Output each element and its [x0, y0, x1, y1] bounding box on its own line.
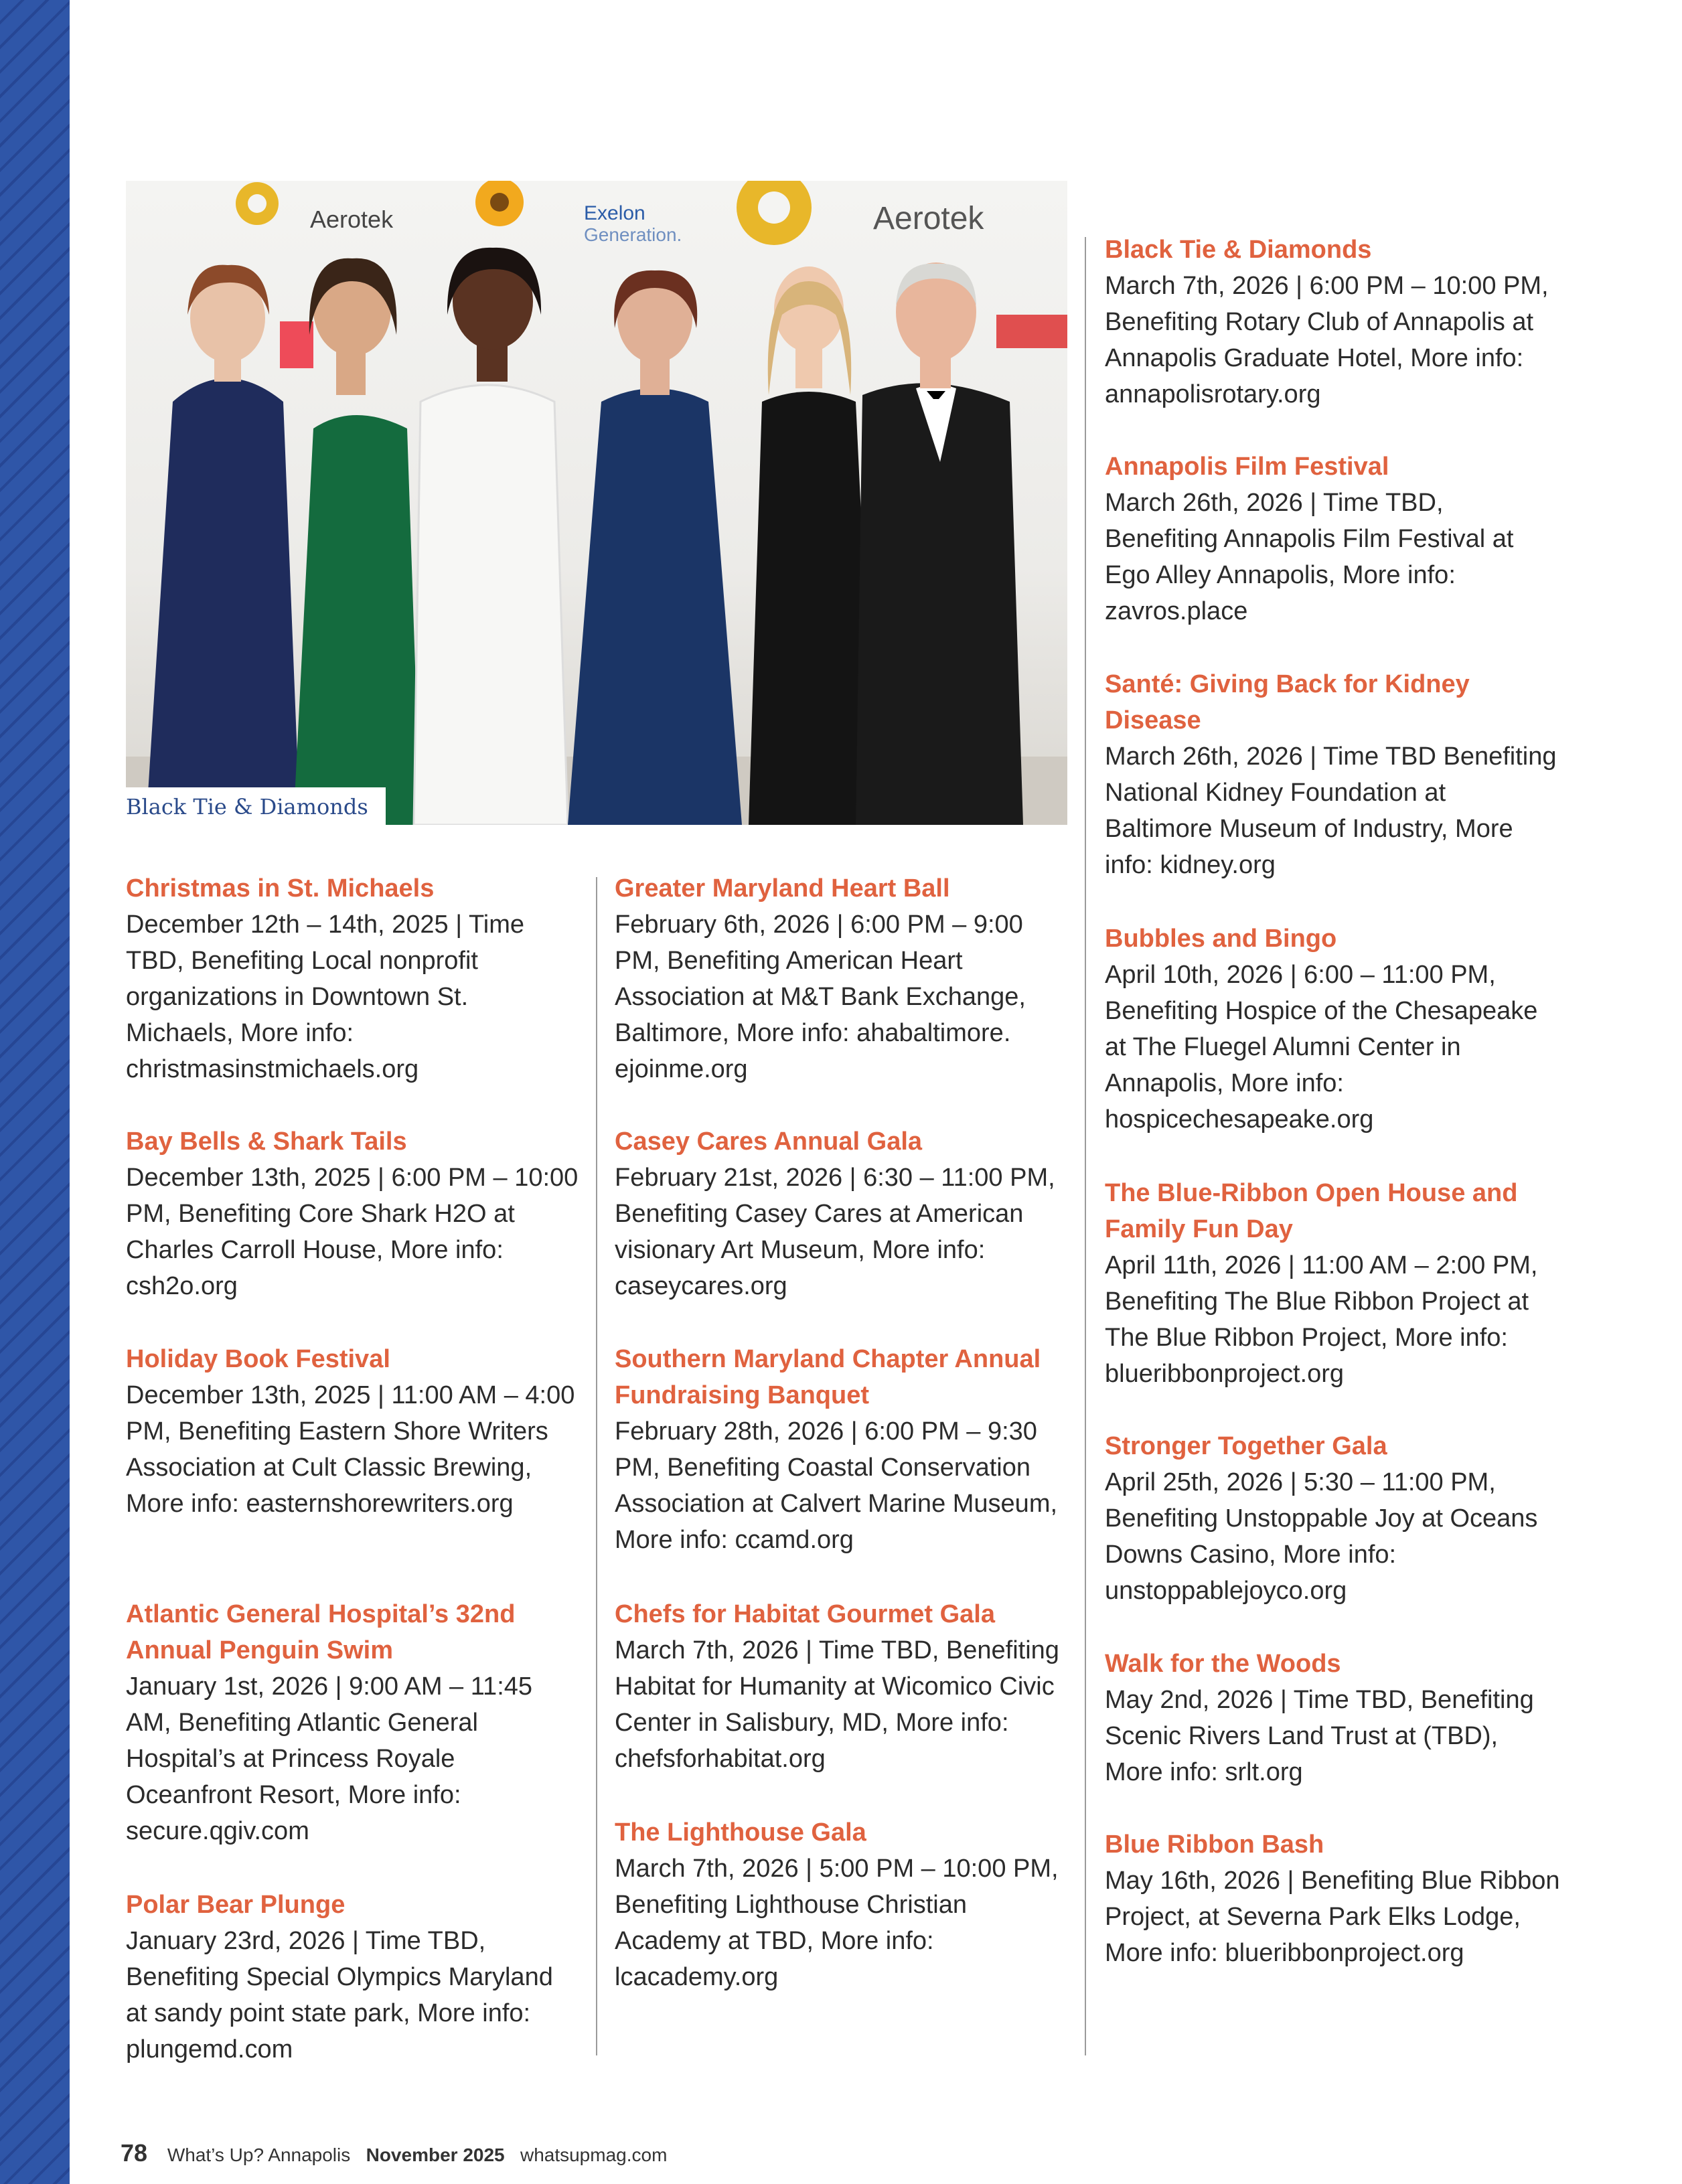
photo-caption-box [126, 787, 386, 825]
logo-text: Generation. [584, 224, 682, 245]
event-details: February 21st, 2026 | 6:30 – 11:00 PM, Benefiting Casey Cares at American visionary Art Museum, More info: caseycares.org [615, 1164, 1055, 1300]
event-title: Stronger Together Gala [1105, 1432, 1387, 1460]
event-title: Walk for the Woods [1105, 1650, 1341, 1678]
event-title: Bay Bells & Shark Tails [126, 1127, 407, 1156]
rotary-logo-icon [737, 181, 812, 245]
publication-name: What’s Up? Annapolis [167, 2144, 351, 2165]
person-3 [414, 248, 568, 825]
event-photo [126, 181, 1067, 825]
event-details: May 16th, 2026 | Benefiting Blue Ribbon Project, at Severna Park Elks Lodge, More info: blueribbonproject.org [1105, 1867, 1560, 1967]
event-title: Casey Cares Annual Gala [615, 1127, 923, 1156]
event-item [1105, 1646, 1560, 1790]
event-details: February 28th, 2026 | 6:00 PM – 9:30 PM, Benefiting Coastal Conservation Association at Calvert Marine Museum, More info: ccamd.org [615, 1417, 1058, 1554]
event-title: Greater Maryland Heart Ball [615, 874, 950, 903]
event-details: December 12th – 14th, 2025 | Time TBD, Benefiting Local nonprofit organizations in Downtown St. Michaels, More info: christmasinstmichaels.org [126, 911, 524, 1083]
event-details: January 1st, 2026 | 9:00 AM – 11:45 AM, Benefiting Atlantic General Hospital’s at Princess Royale Oceanfront Resort, More info: secure.qgiv.com [126, 1672, 533, 1845]
event-item [126, 1596, 581, 1849]
event-title: Polar Bear Plunge [126, 1891, 346, 1919]
event-details: March 7th, 2026 | 5:00 PM – 10:00 PM, Benefiting Lighthouse Christian Academy at TBD, More info: lcacademy.org [615, 1855, 1059, 1991]
person-1 [146, 265, 300, 825]
event-title: Atlantic General Hospital’s 32nd Annual Penguin Swim [126, 1600, 516, 1664]
event-item [615, 1341, 1070, 1558]
event-item [126, 1887, 581, 2068]
event-details: December 13th, 2025 | 11:00 AM – 4:00 PM, Benefiting Eastern Shore Writers Association at Cult Classic Brewing, More info: easternshorewriters.org [126, 1381, 575, 1518]
event-item [1105, 449, 1560, 629]
photo-caption: Black Tie & Diamonds [126, 794, 368, 820]
event-item [1105, 1826, 1560, 1971]
issue-date: November 2025 [366, 2144, 505, 2165]
event-details: December 13th, 2025 | 6:00 PM – 10:00 PM, Benefiting Core Shark H2O at Charles Carroll House, More info: csh2o.org [126, 1164, 579, 1300]
event-details: February 6th, 2026 | 6:00 PM – 9:00 PM, Benefiting American Heart Association at M&T Bank Exchange, Baltimore, More info: ahabaltimore. ejoinme.org [615, 911, 1026, 1083]
event-item [126, 870, 581, 1087]
event-details: April 25th, 2026 | 5:30 – 11:00 PM, Benefiting Unstoppable Joy at Oceans Downs Casino, More info: unstoppablejoyco.org [1105, 1468, 1538, 1605]
sponsor-banner-red [996, 315, 1067, 348]
event-details: March 7th, 2026 | 6:00 PM – 10:00 PM, Benefiting Rotary Club of Annapolis at Annapolis Graduate Hotel, More info: annapolisrotary.org [1105, 272, 1549, 408]
logo-text: Aerotek [310, 206, 394, 233]
event-details: March 26th, 2026 | Time TBD Benefiting National Kidney Foundation at Baltimore Museum of Industry, More info: kidney.org [1105, 743, 1557, 879]
column-divider [1085, 237, 1086, 2055]
event-item [1105, 1175, 1560, 1392]
event-title: The Blue-Ribbon Open House and Family Fun Day [1105, 1179, 1518, 1243]
event-details: March 26th, 2026 | Time TBD, Benefiting Annapolis Film Festival at Ego Alley Annapolis, More info: zavros.place [1105, 489, 1514, 625]
column-divider [596, 877, 597, 2055]
person-5 [749, 266, 876, 825]
side-stripe [0, 0, 70, 2184]
event-item [615, 870, 1070, 1087]
event-title: Santé: Giving Back for Kidney Disease [1105, 670, 1470, 734]
logo-text: Aerotek [873, 201, 984, 236]
page-footer [121, 2139, 667, 2167]
event-title: Holiday Book Festival [126, 1345, 390, 1373]
event-item [126, 1341, 581, 1522]
sunflower-icon [475, 181, 524, 226]
event-title: Chefs for Habitat Gourmet Gala [615, 1600, 995, 1628]
page-number: 78 [121, 2139, 148, 2167]
event-item [1105, 232, 1560, 412]
event-item [1105, 666, 1560, 883]
event-item [615, 1814, 1070, 1995]
event-details: April 11th, 2026 | 11:00 AM – 2:00 PM, Benefiting The Blue Ribbon Project at The Blue Ribbon Project, More info: blueribbonproject.org [1105, 1251, 1538, 1388]
event-item [1105, 921, 1560, 1138]
event-title: Annapolis Film Festival [1105, 453, 1389, 481]
event-details: May 2nd, 2026 | Time TBD, Benefiting Scenic Rivers Land Trust at (TBD), More info: srlt.org [1105, 1686, 1534, 1786]
event-details: January 23rd, 2026 | Time TBD, Benefiting Special Olympics Maryland at sandy point state park, More info: plungemd.com [126, 1927, 553, 2063]
website-link[interactable]: whatsupmag.com [520, 2144, 668, 2165]
event-title: Bubbles and Bingo [1105, 925, 1337, 953]
event-item [615, 1123, 1070, 1304]
event-item [126, 1123, 581, 1304]
rotary-logo-icon [236, 182, 279, 225]
event-title: The Lighthouse Gala [615, 1818, 866, 1847]
event-item [615, 1596, 1070, 1777]
sponsor-banner-red [280, 321, 313, 368]
event-details: March 7th, 2026 | Time TBD, Benefiting Habitat for Humanity at Wicomico Civic Center in Salisbury, MD, More info: chefsforhabitat.org [615, 1636, 1059, 1773]
event-details: April 10th, 2026 | 6:00 – 11:00 PM, Benefiting Hospice of the Chesapeake at The Fluegel Alumni Center in Annapolis, More info: hospicechesapeake.org [1105, 961, 1538, 1134]
person-4 [568, 270, 742, 825]
logo-text: Exelon [584, 202, 645, 224]
event-title: Southern Maryland Chapter Annual Fundraising Banquet [615, 1345, 1041, 1409]
event-photo-illustration [126, 181, 1067, 825]
event-item [1105, 1428, 1560, 1609]
event-title: Christmas in St. Michaels [126, 874, 435, 903]
event-title: Black Tie & Diamonds [1105, 236, 1372, 264]
event-title: Blue Ribbon Bash [1105, 1830, 1324, 1859]
